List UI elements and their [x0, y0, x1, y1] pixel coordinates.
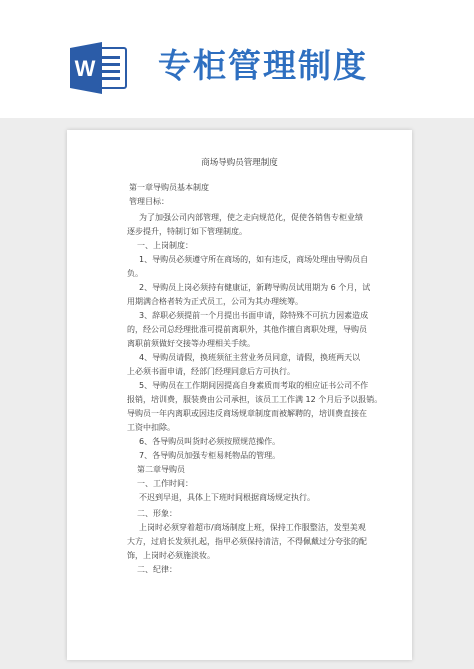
paragraph-line: 1、导购员必须遵守所在商场的，如有违反，商场处理由导购员自 — [139, 255, 369, 264]
paragraph-line: 导购员一年内离职或因违反商场规章制度而被解聘的，培训费直接在 — [127, 409, 367, 418]
paragraph-line: 5、导购员在工作期间因提高自身素质而考取的相应证书公司不作 — [139, 381, 369, 390]
document-title: 商场导购员管理制度 — [201, 158, 278, 168]
header-banner — [0, 0, 474, 118]
paragraph-line: 逐步提升，特制订如下管理制度。 — [127, 227, 247, 236]
paragraph-line: 用期满合格者转为正式员工，公司为其办理统筹。 — [127, 297, 303, 306]
document-page — [67, 130, 412, 660]
paragraph-line: 不迟到早退，具体上下班时间根据商场规定执行。 — [139, 493, 315, 502]
paragraph-line: 2、导购员上岗必须持有健康证，新聘导购员试用期为 6 个月，试 — [139, 283, 371, 292]
section-label: 二、形象： — [137, 509, 177, 518]
paragraph-line: 报销，培训费，服装费由公司承担，该员工工作满 12 个月后予以报销。 — [127, 395, 383, 404]
chapter-heading: 第二章导购员 — [137, 465, 185, 474]
section-label: 一、工作时间： — [137, 479, 193, 488]
word-icon — [70, 42, 128, 94]
chapter-heading: 第一章导购员基本制度 — [129, 183, 209, 192]
section-label: 管理目标： — [129, 197, 169, 206]
paragraph-line: 负。 — [127, 269, 143, 278]
paragraph-line: 离职前须做好交接等办理相关手续。 — [127, 339, 255, 348]
section-label: 一、上岗制度： — [137, 241, 193, 250]
word-icon-letter: W — [74, 56, 96, 81]
paragraph-line: 工资中扣除。 — [127, 423, 175, 432]
paragraph-line: 3、辞职必须提前一个月提出书面申请，除特殊不可抗力因素造成 — [139, 311, 369, 320]
paragraph-line: 上必须书面申请，经部门经理同意后方可执行。 — [127, 367, 295, 376]
section-label: 二、纪律： — [137, 565, 177, 574]
paragraph-line: 4、导购员请假，换班须征主营业务员同意，请假，换班两天以 — [139, 353, 361, 362]
paragraph-line: 的，经公司总经理批准可提前离职外，其他作擅自离职处理，导购员 — [127, 325, 367, 334]
paragraph-line: 饰，上岗时必须施淡妆。 — [127, 551, 215, 560]
paragraph-line: 大方，过肩长发须扎起，指甲必须保持清洁，不得佩戴过分夸张的配 — [127, 537, 367, 546]
paragraph-line: 6、各导购员叫货时必须按照规范操作。 — [139, 437, 281, 446]
page-title: 专柜管理制度 — [158, 46, 368, 85]
paragraph-line: 7、各导购员加强专柜易耗物品的管理。 — [139, 451, 281, 460]
paragraph-line: 为了加强公司内部管理，使之走向规范化，促使各销售专柜业绩 — [139, 213, 363, 222]
paragraph-line: 上岗时必须穿着超市/商场制度上班，保持工作服整洁，发型美观 — [139, 523, 366, 532]
